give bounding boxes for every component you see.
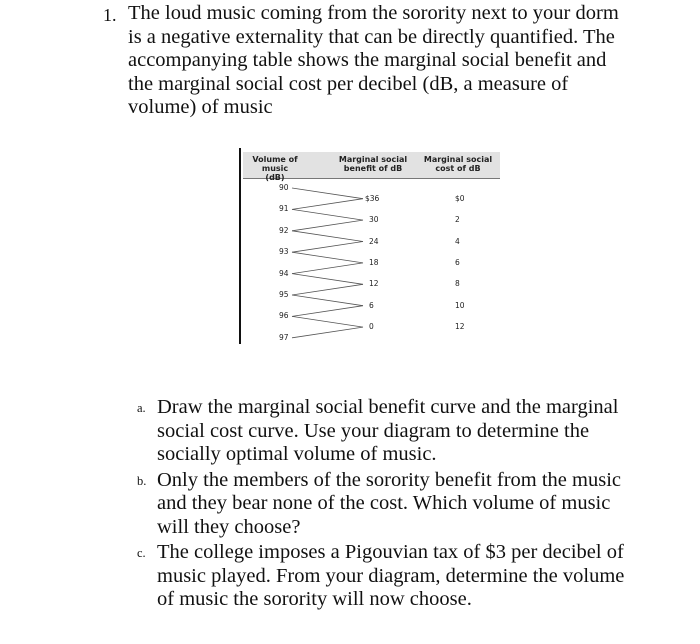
connector-line — [292, 306, 363, 317]
msb-cell: $36 — [365, 193, 380, 203]
connector-line — [292, 284, 363, 295]
part-a-marker: a. — [137, 401, 146, 415]
connector-line — [292, 220, 363, 231]
msc-cell: 6 — [455, 257, 460, 267]
header-msc: Marginal social cost of dB — [423, 155, 493, 173]
msb-cell: 24 — [369, 236, 379, 246]
msc-cell: 4 — [455, 236, 460, 246]
connector-line — [292, 295, 363, 306]
part-b-marker: b. — [137, 473, 147, 488]
connector-line — [292, 209, 363, 220]
part-c-marker: c. — [137, 546, 146, 560]
part-b-text: Only the members of the sorority benefit from the music and they bear none of the cost. Which volume of music will they choose? — [157, 468, 621, 538]
msb-cell: 18 — [369, 257, 379, 267]
part-b — [137, 469, 637, 540]
part-c-text: The college imposes a Pigouvian tax of $3 per decibel of music played. From your diagram, determine the volume of music the sorority will now choose. — [157, 541, 625, 610]
msb-cell: 6 — [369, 300, 374, 310]
msc-cell: 12 — [455, 322, 465, 332]
question-number: 1. — [103, 5, 117, 25]
msb-cell: 30 — [369, 215, 379, 225]
header-volume: Volume of music (dB) — [252, 155, 298, 182]
msc-cell: $0 — [455, 193, 465, 203]
part-a — [137, 396, 637, 467]
msc-cell: 8 — [455, 279, 460, 289]
connector-line — [292, 263, 363, 274]
connector-line — [292, 274, 363, 285]
msc-cell: 2 — [455, 215, 460, 225]
volume-cell: 91 — [279, 204, 289, 214]
question-text: The loud music coming from the sorority next to your dorm is a negative externality that can be directly quantified. The accompanying table shows the marginal social benefit and the marginal social cost per decibel (dB, a measure of volume) of music — [128, 2, 619, 118]
volume-cell: 95 — [279, 290, 289, 299]
connector-line — [292, 252, 363, 263]
connector-line — [292, 316, 363, 327]
question-1 — [103, 2, 623, 120]
connector-line — [292, 188, 363, 199]
volume-cell: 97 — [279, 332, 289, 342]
part-c — [137, 541, 637, 612]
volume-cell: 92 — [279, 225, 289, 235]
volume-cell: 96 — [279, 311, 289, 321]
msb-cell: 12 — [369, 279, 379, 289]
msc-cell: 10 — [455, 300, 465, 310]
connector-line — [292, 199, 363, 210]
connector-line — [292, 231, 363, 242]
data-table — [239, 148, 500, 348]
question-parts — [137, 396, 637, 614]
msb-cell: 0 — [369, 322, 374, 332]
connector-line — [292, 242, 363, 253]
volume-cell: 90 — [279, 183, 289, 192]
volume-cell: 94 — [279, 268, 289, 278]
header-msb: Marginal social benefit of dB — [338, 155, 408, 173]
volume-cell: 93 — [279, 247, 289, 257]
connector-line — [292, 327, 363, 338]
part-a-text: Draw the marginal social benefit curve and the marginal social cost curve. Use your diagram to determine the socially optimal volume of music. — [157, 396, 619, 465]
